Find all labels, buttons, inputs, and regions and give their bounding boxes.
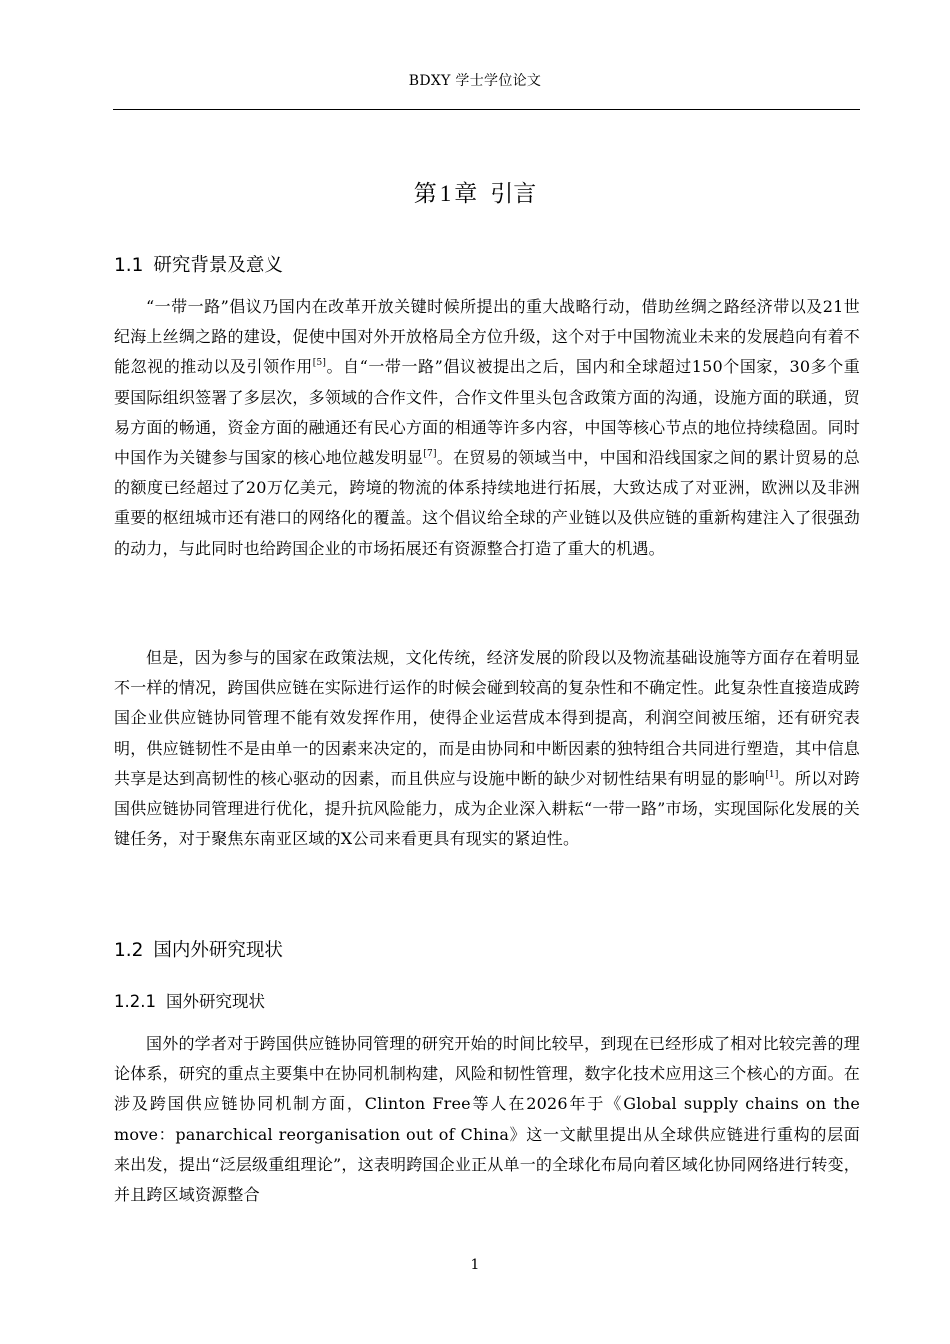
paragraph-text: “一带一路”倡议乃国内在改革开放关键时候所提出的重大战略行动，借助丝绸之路经济带以及21世纪海上丝绸之路的建设，促使中国对外开放格局全方位升级，这个对于中国物流业未来的发展趋向有着不能忽视的推动以及引领作用 — [114, 297, 860, 377]
paragraph-text: 但是，因为参与的国家在政策法规，文化传统，经济发展的阶段以及物流基础设施等方面存在着明显不一样的情况，跨国供应链在实际进行运作的时候会碰到较高的复杂性和不确定性。此复杂性直接造成跨国企业供应链协同管理不能有效发挥作用，使得企业运营成本得到提高，利润空间被压缩，还有研究表明，供应链韧性不是由单一的因素来决定的，而是由协同和中断因素的独特组合共同进行塑造，其中信息共享是达到高韧性的核心驱动的因素，而且供应与设施中断的缺少对韧性结果有明显的影响 — [114, 648, 860, 788]
paragraph-text: 。自“一带一路”倡议被提出之后，国内和全球超过150个国家，30多个重要国际组织签署了多层次，多领域的合作文件，合作文件里头包含政策方面的沟通，设施方面的联通，贸易方面的畅通，资金方面的融通还有民心方面的相通等许多内容，中国等核心节点的地位持续稳固。同时中国作为关键参与国家的核心地位越发明显 — [114, 357, 860, 468]
header-divider — [113, 109, 860, 110]
chapter-name: 引言 — [490, 181, 537, 207]
section-number: 1.2 — [114, 940, 144, 961]
section-number: 1.1 — [114, 255, 144, 276]
paragraph-text: 国外的学者对于跨国供应链协同管理的研究开始的时间比较早，到现在已经形成了相对比较完善的理论体系，研究的重点主要集中在协同机制构建，风险和韧性管理，数字化技术应用这三个核心的方面。在涉及跨国供应链协同机制方面，Clinton Free等人在2026年于《Global supply chains on the move：panarchical reorganisation out of China》这一文献里提出从全球供应链进行重构的层面来出发，提出“泛层级重组理论”，这表明跨国企业正从单一的全球化布局向着区域化协同网络进行转变，并且跨区域资源整合 — [114, 1034, 860, 1205]
chapter-suffix: 章 — [454, 181, 478, 207]
citation-ref: [7] — [423, 449, 437, 460]
subsection-number: 1.2.1 — [114, 992, 156, 1011]
section-heading-1-2 — [114, 938, 283, 964]
chapter-prefix: 第 — [413, 181, 437, 207]
page-number: 1 — [470, 1257, 480, 1273]
paragraph-foreign-research — [114, 1029, 860, 1210]
paragraph-background-2 — [114, 643, 860, 854]
paragraph-background-1 — [114, 292, 860, 564]
section-title: 国内外研究现状 — [153, 940, 283, 961]
chapter-number: 1 — [439, 181, 452, 206]
paragraph-text: 。所以对跨国供应链协同管理进行优化，提升抗风险能力，成为企业深入耕耘“一带一路”市场，实现国际化发展的关键任务，对于聚焦东南亚区域的X公司来看更具有现实的紧迫性。 — [114, 768, 860, 849]
citation-ref: [5] — [312, 358, 327, 369]
citation-ref: [1] — [765, 769, 779, 780]
section-title: 研究背景及意义 — [153, 255, 283, 276]
subsection-heading-1-2-1 — [114, 990, 265, 1014]
section-heading-1-1 — [114, 253, 283, 279]
running-header: BDXY 学士学位论文 — [408, 73, 542, 89]
subsection-title: 国外研究现状 — [165, 992, 265, 1011]
paragraph-text: 。在贸易的领域当中，中国和沿线国家之间的累计贸易的总的额度已经超过了20万亿美元，跨境的物流的体系持续地进行拓展，大致达成了对亚洲，欧洲以及非洲重要的枢纽城市还有港口的网络化的覆盖。这个倡议给全球的产业链以及供应链的重新构建注入了很强劲的动力，与此同时也给跨国企业的市场拓展还有资源整合打造了重大的机遇。 — [114, 448, 860, 558]
chapter-title — [0, 178, 950, 210]
